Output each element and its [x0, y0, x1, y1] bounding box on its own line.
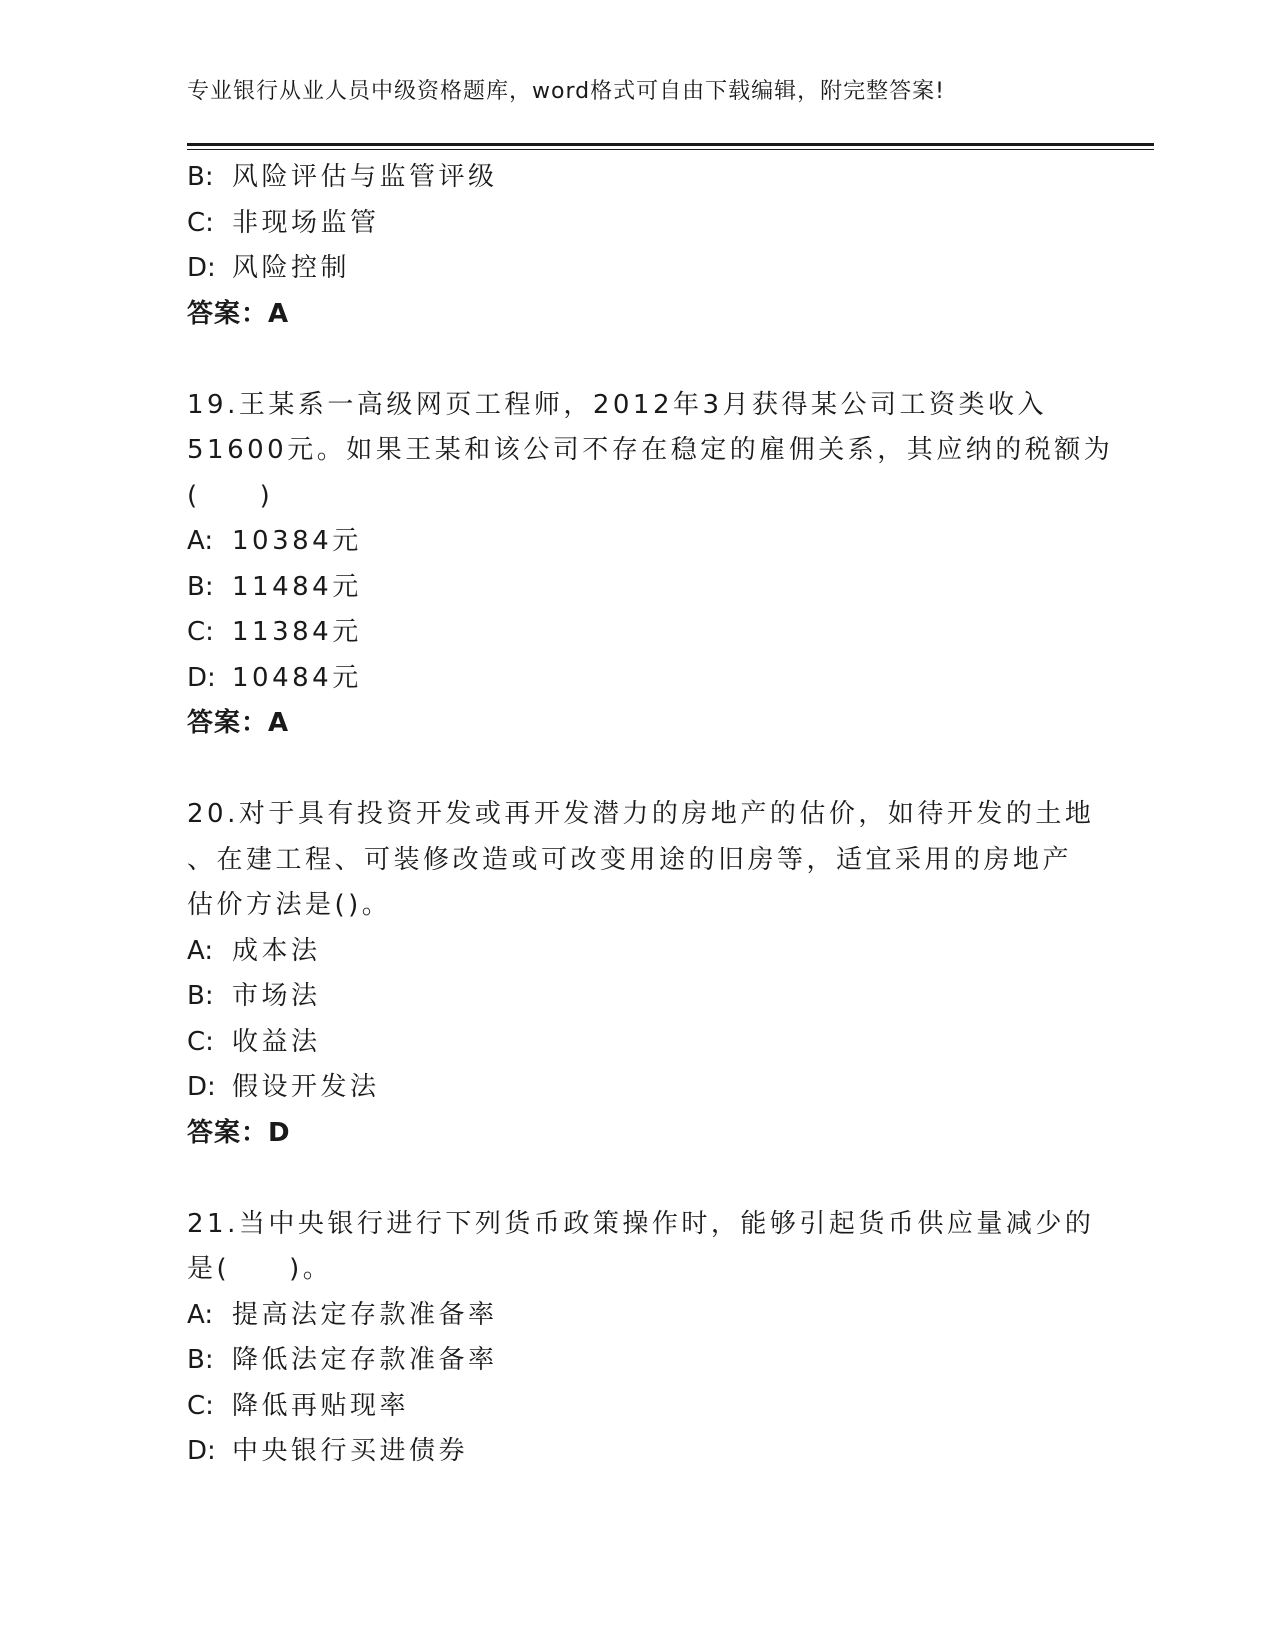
- question-20: [187, 792, 1095, 1156]
- question-text-line: 是( )。: [187, 1254, 333, 1284]
- spacer: [187, 747, 1087, 793]
- answer-line: 答案：A: [187, 708, 290, 738]
- option-b: B: 11484元: [187, 571, 362, 602]
- option-a: A: 成本法: [187, 935, 321, 966]
- option-d: D: 风险控制: [187, 253, 351, 283]
- question-text-line: 19.王某系一高级网页工程师，2012年3月获得某公司工资类收入: [187, 389, 1048, 420]
- option-c: C: 非现场监管: [187, 207, 380, 238]
- question-text-line: 20.对于具有投资开发或再开发潜力的房地产的估价，如待开发的土地: [187, 799, 1095, 829]
- option-b: B: 降低法定存款准备率: [187, 1345, 498, 1375]
- header-rule-thick: [187, 143, 1154, 146]
- answer-line: 答案：D: [187, 1117, 291, 1148]
- question-text-line: 51600元。如果王某和该公司不存在稳定的雇佣关系，其应纳的税额为: [187, 435, 1114, 465]
- option-c: C: 降低再贴现率: [187, 1390, 410, 1421]
- option-c: C: 收益法: [187, 1026, 321, 1057]
- document-body: [187, 155, 1114, 1475]
- option-b: B: 市场法: [187, 981, 321, 1011]
- question-text-line: 、在建工程、可装修改造或可改变用途的旧房等，适宜采用的房地产: [187, 844, 1073, 875]
- option-c: C: 11384元: [187, 617, 362, 647]
- page-header: 专业银行从业人员中级资格题库，word格式可自由下载编辑，附完整答案!: [187, 79, 945, 104]
- question-text-line: ( ): [187, 480, 274, 511]
- option-d: D: 10484元: [187, 662, 362, 693]
- header-rule-thin: [187, 149, 1154, 150]
- spacer: [187, 337, 1087, 383]
- option-d: D: 中央银行买进债券: [187, 1436, 469, 1466]
- question-19: [187, 383, 1114, 747]
- spacer: [187, 1156, 1087, 1202]
- answer-line: 答案：A: [187, 298, 290, 329]
- question-text-line: 估价方法是()。: [187, 890, 392, 920]
- question-text-line: 21.当中央银行进行下列货币政策操作时，能够引起货币供应量减少的: [187, 1208, 1095, 1239]
- option-d: D: 假设开发法: [187, 1072, 380, 1102]
- question-18-continuation: [187, 155, 1087, 337]
- option-b: B: 风险评估与监管评级: [187, 162, 498, 192]
- option-a: A: 提高法定存款准备率: [187, 1299, 498, 1330]
- option-a: A: 10384元: [187, 526, 362, 556]
- question-21: [187, 1202, 1095, 1475]
